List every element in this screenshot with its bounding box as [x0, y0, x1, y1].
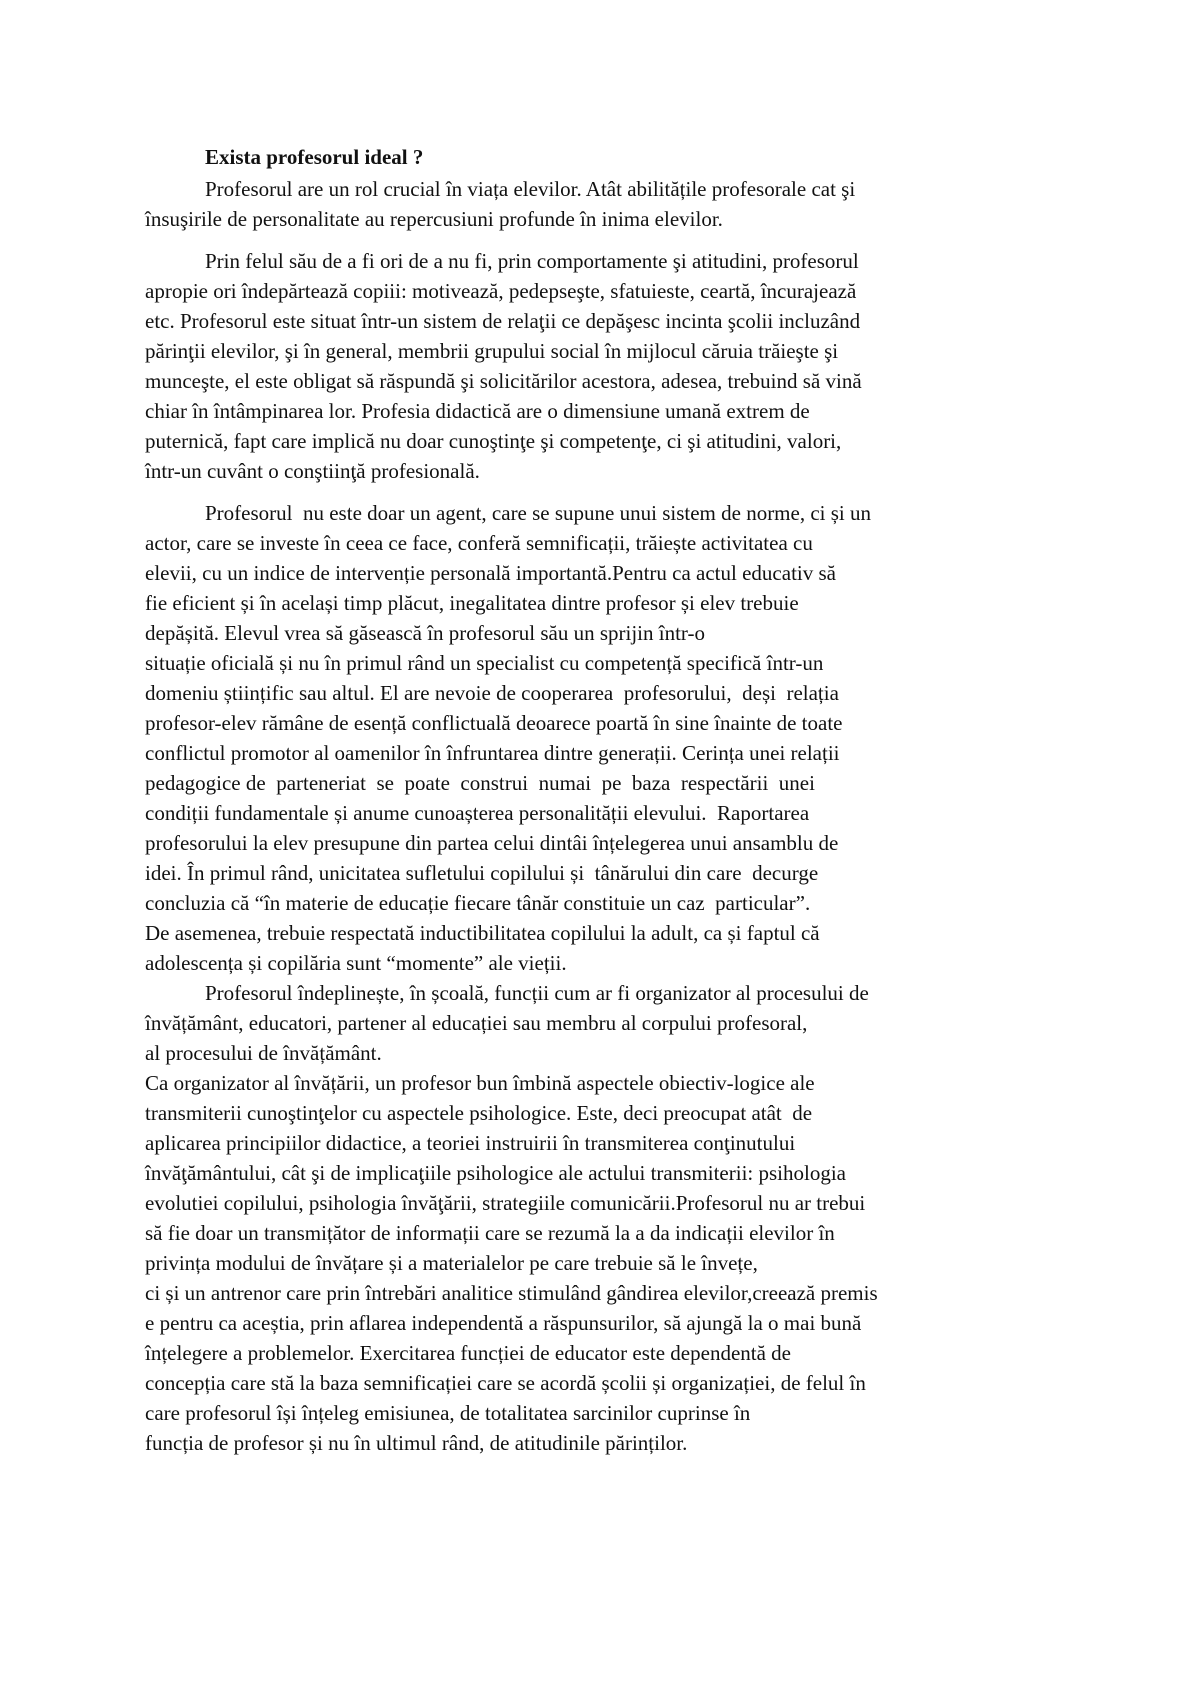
- paragraph-line: părinţii elevilor, şi în general, membrii grupului social în mijlocul căruia trăieşte şi: [145, 339, 839, 363]
- paragraph-line: concepția care stă la baza semnificației care se acordă școlii și organizației, de felul în: [145, 1371, 866, 1395]
- paragraph-line: actor, care se investe în ceea ce face, conferă semnificații, trăiește activitatea cu: [145, 531, 813, 555]
- document-body: [145, 142, 1075, 1458]
- paragraph-line: adolescența și copilăria sunt “momente” ale vieții.: [145, 951, 567, 975]
- paragraph-line: să fie doar un transmițător de informații care se rezumă la a da indicații elevilor în: [145, 1221, 835, 1245]
- paragraph-1: [145, 174, 1075, 234]
- paragraph-line: domeniu științific sau altul. El are nevoie de cooperarea profesorului, deși relația: [145, 681, 839, 705]
- paragraph-line: într-un cuvânt o conştiinţă profesională.: [145, 459, 480, 483]
- paragraph-line: elevii, cu un indice de intervenție personală importantă.Pentru ca actul educativ să: [145, 561, 836, 585]
- paragraph-line: Profesorul are un rol crucial în viața elevilor. Atât abilitățile profesorale cat şi: [205, 177, 856, 201]
- paragraph-line: puternică, fapt care implică nu doar cunoştinţe şi competenţe, ci şi atitudini, valori,: [145, 429, 842, 453]
- document-title: Exista profesorul ideal ?: [205, 145, 424, 169]
- paragraph-line: condiții fundamentale și anume cunoașterea personalității elevului. Raportarea: [145, 801, 810, 825]
- paragraph-line: fie eficient și în același timp plăcut, inegalitatea dintre profesor și elev trebuie: [145, 591, 799, 615]
- paragraph-line: profesor-elev rămâne de esență conflictuală deoarece poartă în sine înainte de toate: [145, 711, 843, 735]
- paragraph-line: ci și un antrenor care prin întrebări analitice stimulând gândirea elevilor,creează premis: [145, 1281, 878, 1305]
- paragraph-4: [145, 978, 1075, 1458]
- paragraph-line: idei. În primul rând, unicitatea sufletului copilului și tânărului din care decurge: [145, 861, 819, 885]
- paragraph-line: Prin felul său de a fi ori de a nu fi, prin comportamente şi atitudini, profesorul: [205, 249, 859, 273]
- paragraph-line: care profesorul își înțeleg emisiunea, de totalitatea sarcinilor cuprinse în: [145, 1401, 751, 1425]
- paragraph-line: pedagogice de parteneriat se poate construi numai pe baza respectării unei: [145, 771, 815, 795]
- paragraph-line: însuşirile de personalitate au repercusiuni profunde în inima elevilor.: [145, 207, 723, 231]
- paragraph-line: evolutiei copilului, psihologia învăţării, strategiile comunicării.Profesorul nu ar trebui: [145, 1191, 866, 1215]
- paragraph-line: transmiterii cunoştinţelor cu aspectele psihologice. Este, deci preocupat atât de: [145, 1101, 813, 1125]
- paragraph-line: înțelegere a problemelor. Exercitarea funcției de educator este dependentă de: [145, 1341, 791, 1365]
- paragraph-line: etc. Profesorul este situat într-un sistem de relaţii ce depăşesc incinta şcolii incluzând: [145, 309, 861, 333]
- paragraph-line: De asemenea, trebuie respectată inductibilitatea copilului la adult, ca și faptul că: [145, 921, 820, 945]
- paragraph-line: munceşte, el este obligat să răspundă şi solicitărilor acestora, adesea, trebuind să vină: [145, 369, 862, 393]
- paragraph-line: învăţământului, cât şi de implicaţiile psihologice ale actului transmiterii: psihologia: [145, 1161, 846, 1185]
- paragraph-line: Profesorul nu este doar un agent, care se supune unui sistem de norme, ci și un: [205, 501, 872, 525]
- paragraph-line: conflictul promotor al oamenilor în înfruntarea dintre generații. Cerința unei relații: [145, 741, 840, 765]
- paragraph-line: funcția de profesor și nu în ultimul rând, de atitudinile părinților.: [145, 1431, 688, 1455]
- paragraph-line: al procesului de învățământ.: [145, 1041, 382, 1065]
- paragraph-line: e pentru ca aceștia, prin aflarea independentă a răspunsurilor, să ajungă la o mai bună: [145, 1311, 862, 1335]
- paragraph-line: Ca organizator al învățării, un profesor bun îmbină aspectele obiectiv-logice ale: [145, 1071, 815, 1095]
- paragraph-3: [145, 498, 1075, 978]
- paragraph-line: învățământ, educatori, partener al educației sau membru al corpului profesoral,: [145, 1011, 808, 1035]
- paragraph-line: concluzia că “în materie de educație fiecare tânăr constituie un caz particular”.: [145, 891, 811, 915]
- paragraph-line: Profesorul îndeplinește, în școală, funcții cum ar fi organizator al procesului de: [205, 981, 869, 1005]
- paragraph-line: depășită. Elevul vrea să găsească în profesorul său un sprijin într-o: [145, 621, 705, 645]
- paragraph-line: profesorului la elev presupune din partea celui dintâi înțelegerea unui ansamblu de: [145, 831, 839, 855]
- paragraph-line: situație oficială și nu în primul rând un specialist cu competență specifică într-un: [145, 651, 824, 675]
- paragraph-line: chiar în întâmpinarea lor. Profesia didactică are o dimensiune umană extrem de: [145, 399, 810, 423]
- paragraph-line: privința modului de învățare și a materialelor pe care trebuie să le învețe,: [145, 1251, 758, 1275]
- paragraph-line: apropie ori îndepărtează copiii: motivează, pedepseşte, sfatuieste, ceartă, încurajează: [145, 279, 857, 303]
- paragraph-2: [145, 246, 1075, 486]
- paragraph-line: aplicarea principiilor didactice, a teoriei instruirii în transmiterea conţinutului: [145, 1131, 796, 1155]
